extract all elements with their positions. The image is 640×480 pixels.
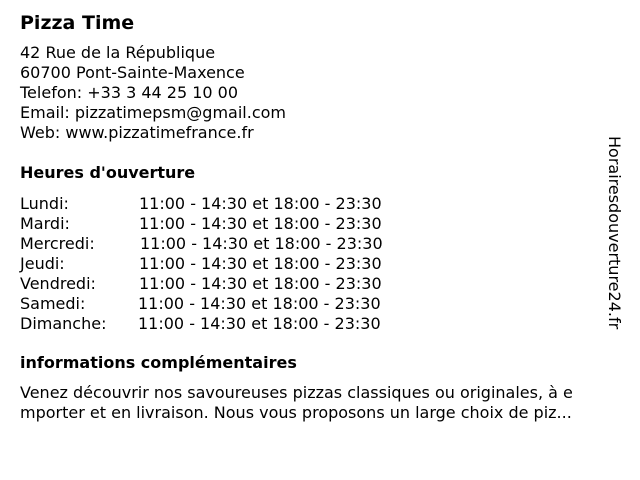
day-label: Jeudi: xyxy=(20,254,65,273)
contact-block xyxy=(20,43,286,143)
address-city: 60700 Pont-Sainte-Maxence xyxy=(20,63,245,82)
hours-row-thursday xyxy=(20,254,440,274)
time-range: 11:00 - 14:30 et 18:00 - 23:30 xyxy=(139,194,382,213)
hours-row-sunday xyxy=(20,314,440,334)
phone-number: Telefon: +33 3 44 25 10 00 xyxy=(20,83,239,102)
hours-row-wednesday xyxy=(20,234,440,254)
address-street: 42 Rue de la République xyxy=(20,43,216,62)
time-range: 11:00 - 14:30 et 18:00 - 23:30 xyxy=(140,234,383,253)
hours-row-monday xyxy=(20,194,440,214)
time-range: 11:00 - 14:30 et 18:00 - 23:30 xyxy=(139,254,382,273)
email-address: Email: pizzatimepsm@gmail.com xyxy=(20,103,286,122)
info-heading: informations complémentaires xyxy=(20,353,297,372)
site-watermark: Horairesdouverture24.fr xyxy=(605,136,624,330)
website: Web: www.pizzatimefrance.fr xyxy=(20,123,254,142)
day-label: Dimanche: xyxy=(20,314,107,333)
day-label: Mercredi: xyxy=(20,234,95,253)
time-range: 11:00 - 14:30 et 18:00 - 23:30 xyxy=(139,214,382,233)
hours-row-friday xyxy=(20,274,440,294)
day-label: Vendredi: xyxy=(20,274,96,293)
time-range: 11:00 - 14:30 et 18:00 - 23:30 xyxy=(138,294,381,313)
description-line: mporter et en livraison. Nous vous proposons un large choix de piz... xyxy=(20,403,572,422)
hours-row-tuesday xyxy=(20,214,440,234)
hours-row-saturday xyxy=(20,294,440,314)
day-label: Samedi: xyxy=(20,294,86,313)
hours-heading: Heures d'ouverture xyxy=(20,163,196,182)
day-label: Lundi: xyxy=(20,194,69,213)
business-name: Pizza Time xyxy=(20,12,135,34)
time-range: 11:00 - 14:30 et 18:00 - 23:30 xyxy=(138,314,381,333)
time-range: 11:00 - 14:30 et 18:00 - 23:30 xyxy=(139,274,382,293)
opening-hours-table xyxy=(20,194,440,334)
description-line: Venez découvrir nos savoureuses pizzas classiques ou originales, à e xyxy=(20,383,573,402)
day-label: Mardi: xyxy=(20,214,70,233)
description-text xyxy=(20,383,624,423)
